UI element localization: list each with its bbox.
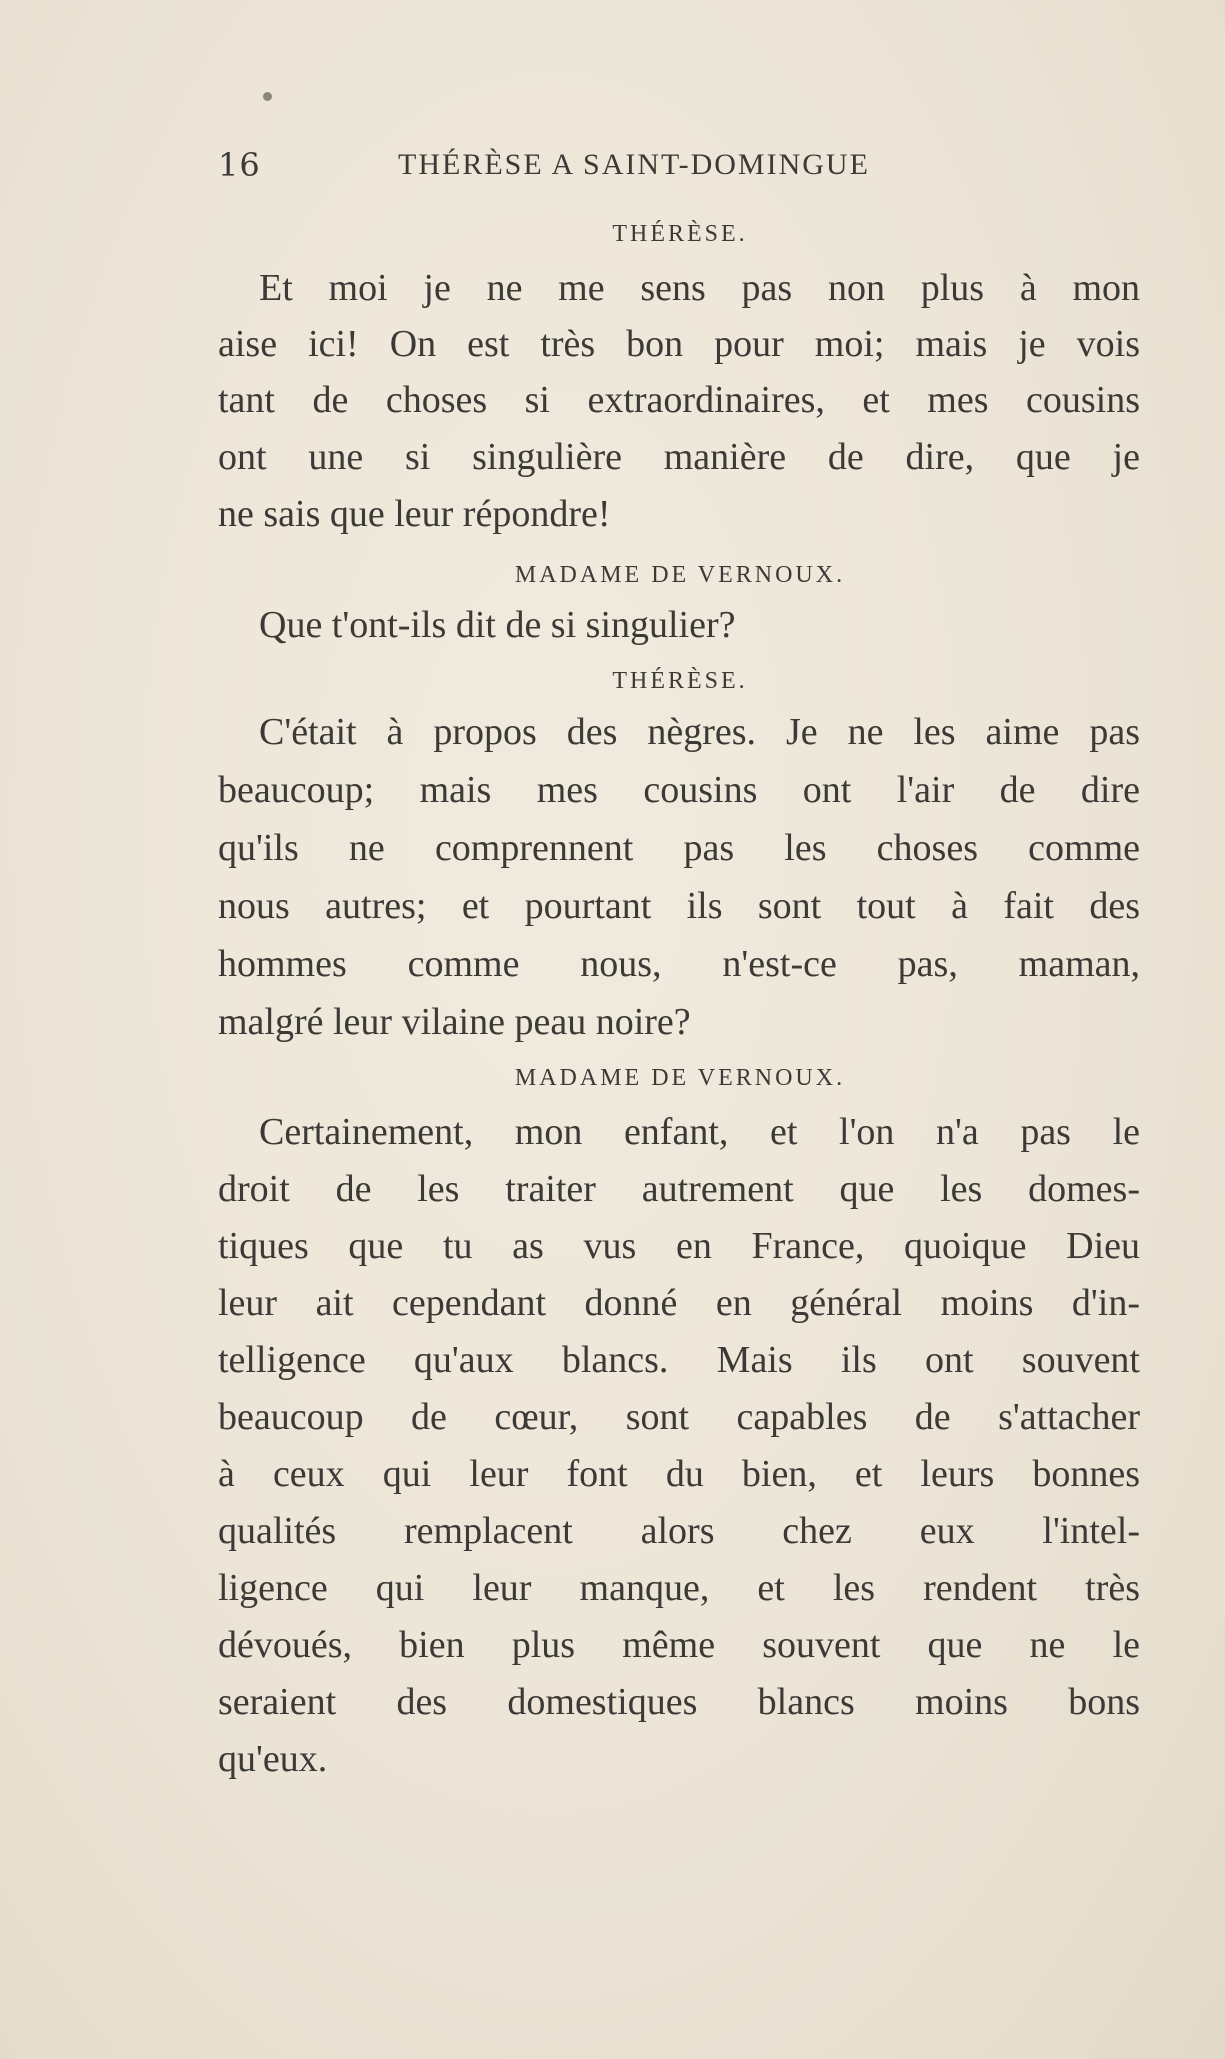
text-line: beaucoup; mais mes cousins ont l'air de dire (218, 769, 1140, 811)
text-line: dévoués, bien plus même souvent que ne le (218, 1624, 1140, 1666)
speaker-label: THÉRÈSE. (612, 221, 748, 247)
text-line: à ceux qui leur font du bien, et leurs bonnes (218, 1453, 1140, 1495)
text-line: aise ici! On est très bon pour moi; mais je vois (218, 323, 1140, 365)
text-line: tiques que tu as vus en France, quoique Dieu (218, 1225, 1140, 1267)
text-line: tant de choses si extraordinaires, et mes cousins (218, 379, 1140, 421)
text-line: hommes comme nous, n'est-ce pas, maman, (218, 943, 1140, 985)
text-line: Et moi je ne me sens pas non plus à mon (259, 267, 1140, 309)
text-line: leur ait cependant donné en général moins d'in- (218, 1282, 1140, 1324)
text-line: malgré leur vilaine peau noire? (218, 1001, 691, 1043)
text-line: qu'ils ne comprennent pas les choses comme (218, 827, 1140, 869)
text-line: ont une si singulière manière de dire, que je (218, 436, 1140, 478)
text-line: Certainement, mon enfant, et l'on n'a pas le (259, 1111, 1140, 1153)
text-line: ne sais que leur répondre! (218, 493, 611, 535)
text-line: qualités remplacent alors chez eux l'intel- (218, 1510, 1140, 1552)
text-line: ligence qui leur manque, et les rendent très (218, 1567, 1140, 1609)
text-line: qu'eux. (218, 1738, 328, 1780)
text-line: C'était à propos des nègres. Je ne les aime pas (259, 711, 1140, 753)
page-number: 16 (218, 146, 261, 184)
text-line: nous autres; et pourtant ils sont tout à fait des (218, 885, 1140, 927)
text-line: beaucoup de cœur, sont capables de s'attacher (218, 1396, 1140, 1438)
text-line: telligence qu'aux blancs. Mais ils ont souvent (218, 1339, 1140, 1381)
text-line: Que t'ont-ils dit de si singulier? (259, 604, 736, 646)
speaker-label: THÉRÈSE. (612, 668, 748, 694)
running-title: THÉRÈSE A SAINT-DOMINGUE (398, 148, 870, 181)
speaker-label: MADAME DE VERNOUX. (514, 1065, 846, 1091)
text-line: droit de les traiter autrement que les domes- (218, 1168, 1140, 1210)
ink-speck (263, 92, 272, 101)
speaker-label: MADAME DE VERNOUX. (514, 562, 846, 588)
text-line: seraient des domestiques blancs moins bons (218, 1681, 1140, 1723)
